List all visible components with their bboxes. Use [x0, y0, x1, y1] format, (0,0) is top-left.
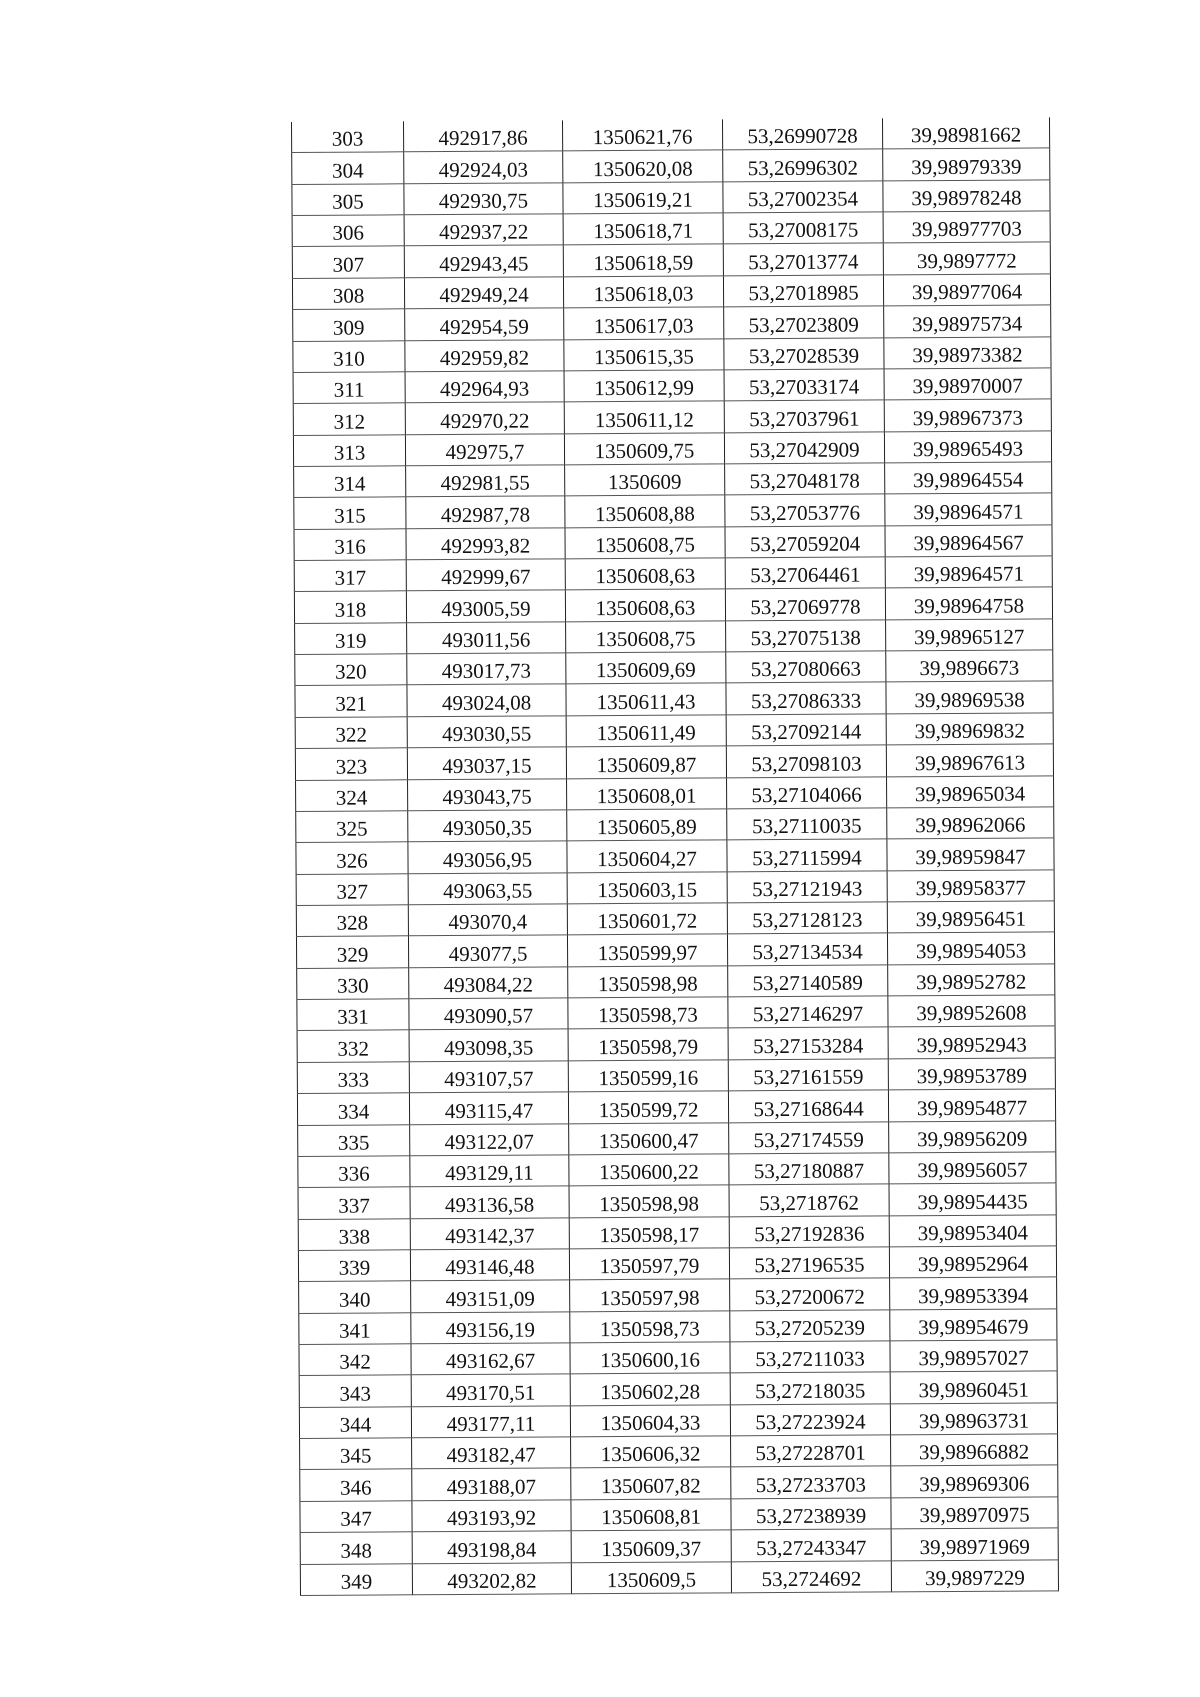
latitude-cell: 53,27104066: [727, 776, 887, 808]
point-number-cell: 309: [293, 309, 405, 341]
point-number-cell: 321: [295, 685, 407, 717]
table-row: [296, 838, 1054, 874]
y-coordinate-cell: 1350598,98: [569, 1185, 729, 1217]
point-number-cell: 344: [299, 1407, 411, 1439]
x-coordinate-cell: 493177,11: [411, 1406, 570, 1438]
longitude-cell: 39,98959847: [887, 838, 1054, 870]
latitude-cell: 53,27134534: [727, 933, 887, 965]
longitude-cell: 39,98954679: [890, 1309, 1057, 1341]
table-row: [296, 869, 1054, 905]
latitude-cell: 53,27037961: [724, 400, 884, 432]
table-row: [294, 587, 1052, 623]
longitude-cell: 39,98960451: [890, 1371, 1057, 1403]
x-coordinate-cell: 492975,7: [405, 433, 564, 465]
point-number-cell: 348: [300, 1532, 412, 1564]
longitude-cell: 39,9897229: [891, 1559, 1058, 1591]
point-number-cell: 320: [295, 654, 407, 686]
longitude-cell: 39,98965493: [884, 430, 1051, 462]
point-number-cell: 345: [300, 1438, 412, 1470]
longitude-cell: 39,98952964: [889, 1246, 1056, 1278]
x-coordinate-cell: 493077,5: [408, 935, 567, 967]
longitude-cell: 39,98967613: [886, 744, 1053, 776]
point-number-cell: 303: [292, 121, 404, 153]
x-coordinate-cell: 492970,22: [405, 402, 564, 434]
latitude-cell: 53,27218035: [730, 1372, 890, 1404]
longitude-cell: 39,98966882: [891, 1434, 1058, 1466]
point-number-cell: 314: [294, 466, 406, 498]
latitude-cell: 53,27228701: [731, 1435, 891, 1467]
longitude-cell: 39,98956451: [887, 901, 1054, 933]
table-row: [296, 901, 1054, 937]
x-coordinate-cell: 493011,56: [407, 622, 566, 654]
table-row: [299, 1309, 1057, 1345]
table-row: [300, 1465, 1058, 1501]
latitude-cell: 53,27092144: [726, 714, 886, 746]
y-coordinate-cell: 1350598,98: [568, 966, 728, 998]
table-row: [298, 1120, 1056, 1156]
x-coordinate-cell: 493050,35: [408, 810, 567, 842]
x-coordinate-cell: 492954,59: [405, 308, 564, 340]
point-number-cell: 306: [292, 215, 404, 247]
longitude-cell: 39,98971969: [891, 1528, 1058, 1560]
x-coordinate-cell: 493151,09: [411, 1280, 570, 1312]
y-coordinate-cell: 1350597,98: [570, 1279, 730, 1311]
latitude-cell: 53,27059204: [725, 526, 885, 558]
latitude-cell: 53,27008175: [723, 212, 883, 244]
table-row: [297, 964, 1055, 1000]
latitude-cell: 53,26996302: [723, 149, 883, 181]
latitude-cell: 53,27233703: [731, 1466, 891, 1498]
y-coordinate-cell: 1350621,76: [562, 119, 722, 151]
x-coordinate-cell: 493182,47: [412, 1437, 571, 1469]
latitude-cell: 53,27174559: [729, 1121, 889, 1153]
latitude-cell: 53,2718762: [729, 1184, 889, 1216]
y-coordinate-cell: 1350609,5: [571, 1561, 731, 1593]
table-row: [296, 775, 1054, 811]
x-coordinate-cell: 493202,82: [412, 1562, 571, 1594]
x-coordinate-cell: 493070,4: [408, 904, 567, 936]
latitude-cell: 53,27161559: [728, 1059, 888, 1091]
latitude-cell: 53,27048178: [725, 463, 885, 495]
longitude-cell: 39,98964571: [885, 493, 1052, 525]
x-coordinate-cell: 493142,37: [410, 1217, 569, 1249]
longitude-cell: 39,98954053: [887, 932, 1054, 964]
longitude-cell: 39,98964571: [885, 556, 1052, 588]
longitude-cell: 39,98954877: [888, 1089, 1055, 1121]
longitude-cell: 39,98969832: [886, 713, 1053, 745]
point-number-cell: 349: [300, 1563, 412, 1595]
table-row: [293, 430, 1051, 466]
latitude-cell: 53,27098103: [726, 745, 886, 777]
latitude-cell: 53,27028539: [724, 337, 884, 369]
y-coordinate-cell: 1350604,33: [570, 1405, 730, 1437]
point-number-cell: 338: [298, 1218, 410, 1250]
latitude-cell: 53,27146297: [728, 996, 888, 1028]
table-row: [295, 744, 1053, 780]
latitude-cell: 53,27243347: [731, 1529, 891, 1561]
table-row: [299, 1340, 1057, 1376]
table-row: [295, 619, 1053, 655]
table-row: [292, 211, 1050, 247]
y-coordinate-cell: 1350608,81: [571, 1499, 731, 1531]
point-number-cell: 341: [299, 1312, 411, 1344]
longitude-cell: 39,98973382: [884, 336, 1051, 368]
point-number-cell: 319: [295, 623, 407, 655]
y-coordinate-cell: 1350599,97: [567, 934, 727, 966]
point-number-cell: 342: [299, 1344, 411, 1376]
coordinates-table: [291, 117, 1059, 1595]
table-row: [296, 807, 1054, 843]
y-coordinate-cell: 1350608,01: [567, 777, 727, 809]
y-coordinate-cell: 1350612,99: [564, 370, 724, 402]
y-coordinate-cell: 1350609,37: [571, 1530, 731, 1562]
x-coordinate-cell: 493005,59: [406, 590, 565, 622]
point-number-cell: 318: [294, 591, 406, 623]
table-row: [300, 1434, 1058, 1470]
latitude-cell: 53,27080663: [726, 651, 886, 683]
x-coordinate-cell: 492943,45: [404, 245, 563, 277]
longitude-cell: 39,98977064: [883, 274, 1050, 306]
latitude-cell: 53,27086333: [726, 682, 886, 714]
table-row: [296, 932, 1054, 968]
latitude-cell: 53,27053776: [725, 494, 885, 526]
y-coordinate-cell: 1350598,79: [568, 1028, 728, 1060]
latitude-cell: 53,27128123: [727, 902, 887, 934]
table-row: [298, 1246, 1056, 1282]
y-coordinate-cell: 1350598,17: [569, 1216, 729, 1248]
coordinates-table-body: [292, 117, 1059, 1595]
latitude-cell: 53,27013774: [723, 243, 883, 275]
y-coordinate-cell: 1350609,75: [564, 432, 724, 464]
latitude-cell: 53,27192836: [729, 1215, 889, 1247]
longitude-cell: 39,98977703: [883, 211, 1050, 243]
latitude-cell: 53,27110035: [727, 808, 887, 840]
table-row: [297, 1026, 1055, 1062]
table-row: [292, 274, 1050, 310]
longitude-cell: 39,98953404: [889, 1214, 1056, 1246]
longitude-cell: 39,98962066: [887, 807, 1054, 839]
x-coordinate-cell: 492964,93: [405, 371, 564, 403]
latitude-cell: 53,27153284: [728, 1027, 888, 1059]
x-coordinate-cell: 492999,67: [406, 559, 565, 591]
table-row: [292, 242, 1050, 278]
table-row: [299, 1277, 1057, 1313]
x-coordinate-cell: 493084,22: [409, 967, 568, 999]
table-row: [300, 1559, 1058, 1595]
table-row: [297, 1089, 1055, 1125]
x-coordinate-cell: 493156,19: [411, 1311, 570, 1343]
table-row: [293, 399, 1051, 435]
table-row: [294, 493, 1052, 529]
longitude-cell: 39,98953394: [890, 1277, 1057, 1309]
latitude-cell: 53,27042909: [724, 431, 884, 463]
x-coordinate-cell: 493162,67: [411, 1343, 570, 1375]
longitude-cell: 39,98952782: [888, 964, 1055, 996]
longitude-cell: 39,98952943: [888, 1026, 1055, 1058]
y-coordinate-cell: 1350607,82: [571, 1467, 731, 1499]
y-coordinate-cell: 1350618,71: [563, 213, 723, 245]
x-coordinate-cell: 493129,11: [410, 1155, 569, 1187]
x-coordinate-cell: 493136,58: [410, 1186, 569, 1218]
y-coordinate-cell: 1350602,28: [570, 1373, 730, 1405]
longitude-cell: 39,98963731: [890, 1403, 1057, 1435]
table-row: [295, 650, 1053, 686]
table-row: [295, 681, 1053, 717]
table-row: [299, 1403, 1057, 1439]
latitude-cell: 53,27121943: [727, 870, 887, 902]
y-coordinate-cell: 1350598,73: [568, 997, 728, 1029]
table-row: [292, 180, 1050, 216]
y-coordinate-cell: 1350608,75: [565, 527, 725, 559]
x-coordinate-cell: 493063,55: [408, 872, 567, 904]
x-coordinate-cell: 493056,95: [408, 841, 567, 873]
table-row: [299, 1371, 1057, 1407]
table-row: [294, 525, 1052, 561]
longitude-cell: 39,98970975: [891, 1497, 1058, 1529]
table-row: [298, 1214, 1056, 1250]
latitude-cell: 53,27115994: [727, 839, 887, 871]
point-number-cell: 343: [299, 1375, 411, 1407]
longitude-cell: 39,98969538: [886, 681, 1053, 713]
point-number-cell: 336: [298, 1156, 410, 1188]
longitude-cell: 39,98958377: [887, 869, 1054, 901]
point-number-cell: 326: [296, 842, 408, 874]
y-coordinate-cell: 1350605,89: [567, 809, 727, 841]
x-coordinate-cell: 493146,48: [410, 1249, 569, 1281]
point-number-cell: 339: [298, 1250, 410, 1282]
latitude-cell: 53,27211033: [730, 1341, 890, 1373]
longitude-cell: 39,98964567: [885, 525, 1052, 557]
y-coordinate-cell: 1350608,63: [565, 558, 725, 590]
longitude-cell: 39,98975734: [884, 305, 1051, 337]
longitude-cell: 39,98957027: [890, 1340, 1057, 1372]
y-coordinate-cell: 1350619,21: [563, 182, 723, 214]
latitude-cell: 53,26990728: [722, 118, 882, 150]
y-coordinate-cell: 1350600,16: [570, 1342, 730, 1374]
y-coordinate-cell: 1350604,27: [567, 840, 727, 872]
y-coordinate-cell: 1350611,49: [566, 715, 726, 747]
y-coordinate-cell: 1350609,69: [566, 652, 726, 684]
longitude-cell: 39,98979339: [883, 148, 1050, 180]
longitude-cell: 39,98952608: [888, 995, 1055, 1027]
table-row: [295, 713, 1053, 749]
y-coordinate-cell: 1350609: [565, 464, 725, 496]
x-coordinate-cell: 492924,03: [404, 151, 563, 183]
point-number-cell: 329: [296, 936, 408, 968]
y-coordinate-cell: 1350618,03: [563, 276, 723, 308]
latitude-cell: 53,27168644: [728, 1090, 888, 1122]
latitude-cell: 53,27196535: [729, 1247, 889, 1279]
point-number-cell: 315: [294, 497, 406, 529]
latitude-cell: 53,27069778: [725, 588, 885, 620]
point-number-cell: 311: [293, 372, 405, 404]
latitude-cell: 53,27238939: [731, 1498, 891, 1530]
point-number-cell: 333: [297, 1062, 409, 1094]
table-row: [297, 995, 1055, 1031]
longitude-cell: 39,98956057: [889, 1152, 1056, 1184]
point-number-cell: 334: [297, 1093, 409, 1125]
longitude-cell: 39,98964758: [885, 587, 1052, 619]
y-coordinate-cell: 1350600,47: [569, 1122, 729, 1154]
latitude-cell: 53,27033174: [724, 369, 884, 401]
point-number-cell: 317: [294, 560, 406, 592]
y-coordinate-cell: 1350599,72: [568, 1091, 728, 1123]
x-coordinate-cell: 492987,78: [406, 496, 565, 528]
y-coordinate-cell: 1350617,03: [564, 307, 724, 339]
longitude-cell: 39,98965127: [886, 619, 1053, 651]
y-coordinate-cell: 1350611,12: [564, 401, 724, 433]
longitude-cell: 39,98967373: [884, 399, 1051, 431]
x-coordinate-cell: 493198,84: [412, 1531, 571, 1563]
longitude-cell: 39,98953789: [888, 1058, 1055, 1090]
x-coordinate-cell: 492981,55: [406, 465, 565, 497]
x-coordinate-cell: 493188,07: [412, 1468, 571, 1500]
point-number-cell: 308: [292, 278, 404, 310]
point-number-cell: 312: [293, 403, 405, 435]
longitude-cell: 39,98970007: [884, 368, 1051, 400]
table-row: [300, 1497, 1058, 1533]
y-coordinate-cell: 1350601,72: [567, 903, 727, 935]
x-coordinate-cell: 493090,57: [409, 998, 568, 1030]
longitude-cell: 39,98981662: [882, 117, 1049, 149]
y-coordinate-cell: 1350600,22: [569, 1154, 729, 1186]
x-coordinate-cell: 492959,82: [405, 339, 564, 371]
longitude-cell: 39,98954435: [889, 1183, 1056, 1215]
longitude-cell: 39,98964554: [885, 462, 1052, 494]
latitude-cell: 53,27075138: [726, 620, 886, 652]
y-coordinate-cell: 1350603,15: [567, 871, 727, 903]
y-coordinate-cell: 1350598,73: [570, 1310, 730, 1342]
longitude-cell: 39,98956209: [889, 1120, 1056, 1152]
latitude-cell: 53,27023809: [724, 306, 884, 338]
table-row: [292, 117, 1050, 152]
table-row: [292, 148, 1050, 184]
point-number-cell: 340: [299, 1281, 411, 1313]
y-coordinate-cell: 1350597,79: [569, 1248, 729, 1280]
y-coordinate-cell: 1350620,08: [563, 150, 723, 182]
point-number-cell: 327: [296, 873, 408, 905]
point-number-cell: 316: [294, 528, 406, 560]
table-row: [298, 1152, 1056, 1188]
point-number-cell: 323: [295, 748, 407, 780]
point-number-cell: 304: [292, 152, 404, 184]
y-coordinate-cell: 1350606,32: [571, 1436, 731, 1468]
x-coordinate-cell: 492949,24: [404, 277, 563, 309]
latitude-cell: 53,27200672: [730, 1278, 890, 1310]
y-coordinate-cell: 1350609,87: [566, 746, 726, 778]
x-coordinate-cell: 493193,92: [412, 1500, 571, 1532]
latitude-cell: 53,27064461: [725, 557, 885, 589]
table-row: [298, 1183, 1056, 1219]
y-coordinate-cell: 1350611,43: [566, 683, 726, 715]
y-coordinate-cell: 1350618,59: [563, 244, 723, 276]
x-coordinate-cell: 492993,82: [406, 528, 565, 560]
longitude-cell: 39,98969306: [891, 1465, 1058, 1497]
point-number-cell: 332: [297, 1030, 409, 1062]
x-coordinate-cell: 492937,22: [404, 214, 563, 246]
y-coordinate-cell: 1350599,16: [568, 1060, 728, 1092]
latitude-cell: 53,27140589: [728, 965, 888, 997]
point-number-cell: 310: [293, 340, 405, 372]
y-coordinate-cell: 1350608,88: [565, 495, 725, 527]
table-row: [293, 305, 1051, 341]
x-coordinate-cell: 492917,86: [403, 120, 562, 152]
x-coordinate-cell: 493017,73: [407, 653, 566, 685]
x-coordinate-cell: 493037,15: [407, 747, 566, 779]
x-coordinate-cell: 493122,07: [410, 1123, 569, 1155]
latitude-cell: 53,27180887: [729, 1153, 889, 1185]
point-number-cell: 313: [293, 434, 405, 466]
x-coordinate-cell: 493098,35: [409, 1029, 568, 1061]
point-number-cell: 324: [296, 779, 408, 811]
x-coordinate-cell: 493030,55: [407, 716, 566, 748]
x-coordinate-cell: 493024,08: [407, 684, 566, 716]
longitude-cell: 39,98965034: [887, 775, 1054, 807]
table-row: [294, 462, 1052, 498]
y-coordinate-cell: 1350608,63: [565, 589, 725, 621]
table-row: [297, 1058, 1055, 1094]
x-coordinate-cell: 493170,51: [411, 1374, 570, 1406]
point-number-cell: 346: [300, 1469, 412, 1501]
x-coordinate-cell: 492930,75: [404, 183, 563, 215]
table-row: [293, 336, 1051, 372]
point-number-cell: 305: [292, 184, 404, 216]
y-coordinate-cell: 1350615,35: [564, 338, 724, 370]
y-coordinate-cell: 1350608,75: [566, 621, 726, 653]
table-row: [300, 1528, 1058, 1564]
latitude-cell: 53,27018985: [723, 275, 883, 307]
point-number-cell: 325: [296, 811, 408, 843]
latitude-cell: 53,27205239: [730, 1310, 890, 1342]
table-row: [293, 368, 1051, 404]
point-number-cell: 322: [295, 717, 407, 749]
x-coordinate-cell: 493043,75: [408, 778, 567, 810]
x-coordinate-cell: 493107,57: [409, 1061, 568, 1093]
point-number-cell: 335: [298, 1124, 410, 1156]
point-number-cell: 337: [298, 1187, 410, 1219]
point-number-cell: 331: [297, 999, 409, 1031]
table-row: [294, 556, 1052, 592]
longitude-cell: 39,9896673: [886, 650, 1053, 682]
latitude-cell: 53,2724692: [731, 1560, 891, 1592]
latitude-cell: 53,27223924: [730, 1404, 890, 1436]
point-number-cell: 330: [297, 968, 409, 1000]
point-number-cell: 347: [300, 1501, 412, 1533]
latitude-cell: 53,27002354: [723, 181, 883, 213]
longitude-cell: 39,9897772: [883, 242, 1050, 274]
longitude-cell: 39,98978248: [883, 180, 1050, 212]
x-coordinate-cell: 493115,47: [409, 1092, 568, 1124]
point-number-cell: 328: [296, 905, 408, 937]
point-number-cell: 307: [292, 246, 404, 278]
